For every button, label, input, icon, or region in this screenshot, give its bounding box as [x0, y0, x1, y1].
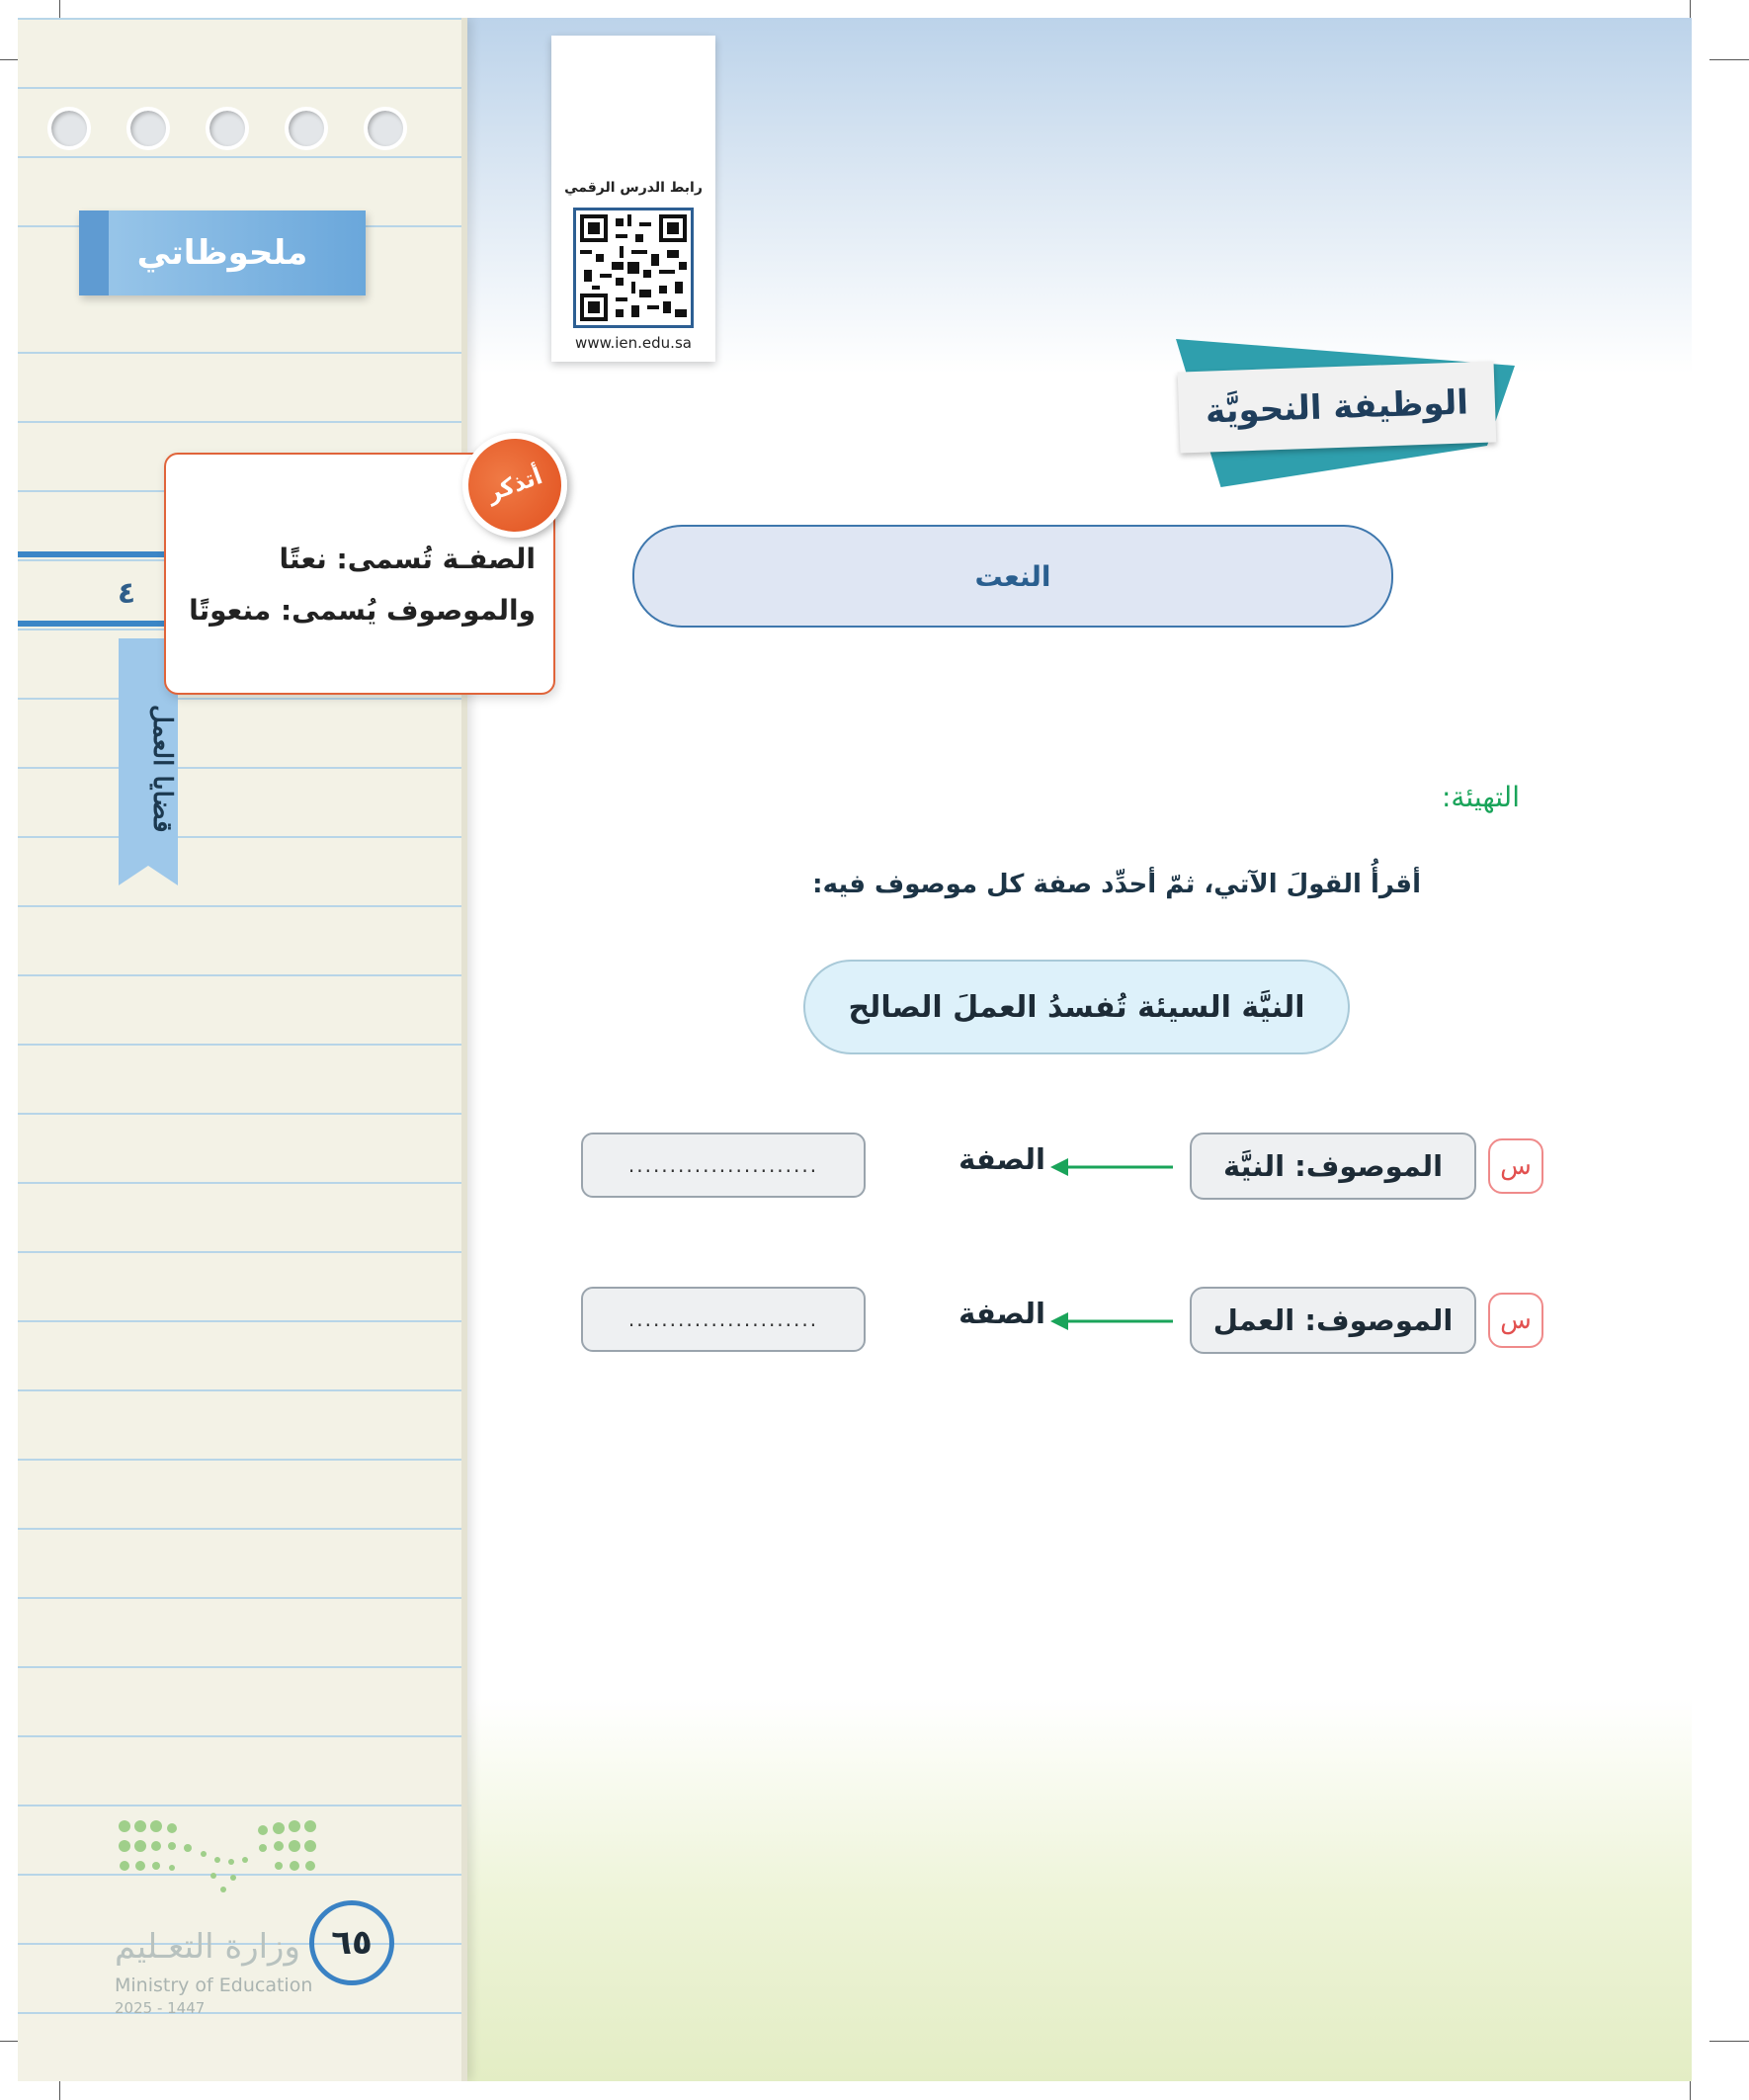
remember-line: الصفـة تُسمى: نعتًا [279, 543, 536, 575]
ministry-name-english: Ministry of Education [115, 1974, 313, 1996]
qr-label: رابط الدرس الرقمي [564, 180, 703, 196]
binder-hole [126, 107, 170, 150]
remember-line: والموصوف يُسمى: منعوتًا [189, 594, 536, 627]
section-title: الوظيفة النحويَّة [1178, 361, 1497, 453]
ministry-dots-icon [115, 1816, 332, 1905]
binder-hole [206, 107, 249, 150]
arrow-left-icon [1050, 1308, 1174, 1334]
unit-number: ٤ [117, 576, 136, 611]
qr-code-graphic [580, 214, 687, 321]
arrow-left-icon [1050, 1154, 1174, 1180]
crop-mark [1709, 59, 1749, 60]
textbook-page [18, 18, 1692, 2081]
quote-box: النيَّة السيئة تُفسدُ العملَ الصالح [803, 960, 1350, 1054]
remember-sticker: أتذكر [448, 418, 582, 552]
lesson-title: النعت [632, 525, 1393, 628]
answer-field[interactable]: ....................... [581, 1133, 866, 1198]
question-badge: س [1488, 1293, 1543, 1348]
adjective-label: الصفة [958, 1297, 1045, 1330]
binder-hole [364, 107, 407, 150]
qr-code-icon[interactable] [573, 208, 694, 328]
question-row [581, 1287, 1549, 1356]
qr-url[interactable]: www.ien.edu.sa [575, 334, 692, 352]
binder-holes [47, 107, 407, 150]
qr-card[interactable] [551, 36, 715, 362]
question-badge: س [1488, 1138, 1543, 1194]
notes-heading-tag [79, 210, 366, 295]
unit-title: قضايا العمل [147, 705, 177, 833]
section-banner [1169, 339, 1515, 487]
notes-sidebar [18, 18, 467, 2081]
binder-hole [47, 107, 91, 150]
binder-hole [285, 107, 328, 150]
notes-heading: ملحوظاتي [136, 233, 308, 273]
warmup-heading: التهيئة: [1441, 781, 1520, 813]
crop-mark [1709, 2041, 1749, 2042]
tag-fold [79, 210, 109, 295]
instruction-text: أقرأُ القولَ الآتي، ثمّ أحدِّد صفة كل موصوف فيه: [812, 870, 1421, 899]
described-noun-box: الموصوف: النيَّة [1190, 1133, 1476, 1200]
question-row [581, 1133, 1549, 1202]
page-number: ٦٥ [309, 1900, 394, 1985]
described-noun-box: الموصوف: العمل [1190, 1287, 1476, 1354]
adjective-label: الصفة [958, 1142, 1045, 1176]
ministry-name-arabic: وزارة التعـليم [115, 1927, 300, 1967]
answer-field[interactable]: ....................... [581, 1287, 866, 1352]
edition-year: 2025 - 1447 [115, 1999, 206, 2017]
ministry-logo [95, 1816, 342, 2017]
